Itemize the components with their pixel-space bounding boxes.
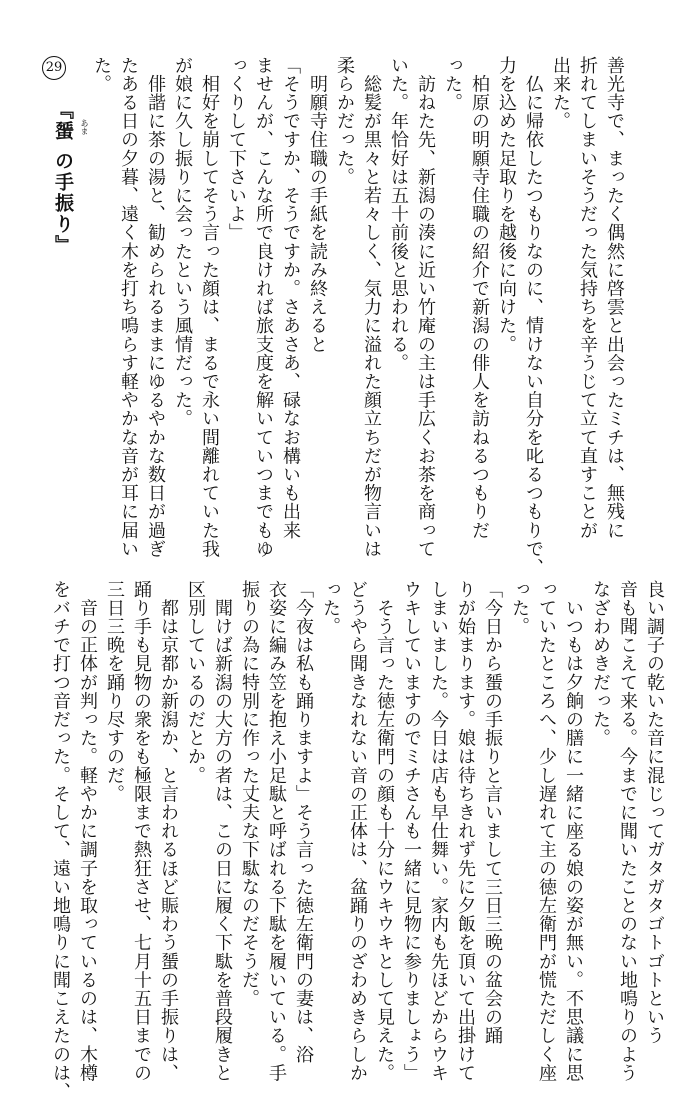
text-column: 柔らかだった。	[334, 56, 355, 187]
text-column: 聞けば新潟の大方の者は、この日に履く下駄を普段履きと	[212, 580, 233, 1083]
text-column: 区別しているのだとか。	[185, 580, 206, 785]
text-column: 「今日から蜑の手振りと言いまして三日三晩の盆会の踊	[482, 580, 503, 1045]
text-column: っていたところへ、少し遅れて主の徳左衛門が慌ただしく座	[536, 580, 557, 1083]
text-column: った。	[442, 56, 463, 112]
title-ruby: あま	[80, 119, 89, 135]
text-column: いつもは夕餉の膳に一緒に座る娘の姿が無い。不思議に思	[563, 580, 584, 1083]
text-column: 衣姿に編み笠を抱え小足駄と呼ばれる下駄を履いている。手	[266, 580, 287, 1083]
text-column: 都は京都か新潟か、と言われるほど賑わう蜑の手振りは、	[158, 580, 179, 1083]
text-column: 善光寺で、まったく偶然に啓雲と出会ったミチは、無残に	[604, 56, 625, 540]
text-column: しまいました。今日は店も早仕舞い。家内も先ほどからウキ	[428, 580, 449, 1083]
text-column: 俳諧に茶の湯と、勧められるままにゆるやかな数日が過ぎ	[145, 56, 166, 559]
text-column: 仏に帰依したつもりなのに、情けない自分を叱るつもりで、	[523, 56, 544, 577]
text-column: 柏原の明願寺住職の紹介で新潟の俳人を訪ねるつもりだ	[469, 56, 490, 540]
text-column: たある日の夕暮、遠く木を打ち鳴らす軽やかな音が耳に届い	[118, 56, 139, 559]
bottom-text-block	[16, 580, 668, 1101]
text-column: 相好を崩してそう言った顔は、まるで永い間離れていた我	[199, 56, 220, 559]
text-column: ませんが、こんな所で良ければ旅支度を解いていつまでもゆ	[253, 56, 274, 559]
text-column: 総髪が黒々と若々しく、気力に溢れた顔立ちだが物言いは	[361, 56, 382, 559]
chapter-title: 『蜑 の手振り』	[52, 100, 74, 256]
text-column: っくりして下さいよ」	[226, 56, 247, 242]
text-column: 「そうですか、そうですか。さあさあ、碌なお構いも出来	[280, 56, 301, 540]
text-column: 三日三晩を踊り尽すのだ。	[104, 580, 125, 804]
text-column: 「今夜は私も踊りますよ」そう言った徳左衛門の妻は、浴	[293, 580, 314, 1064]
text-column: をバチで打つ音だった。そして、遠い地鳴りに聞こえたのは、	[50, 580, 71, 1101]
text-column: いた。年恰好は五十前後と思われる。	[388, 56, 409, 373]
chapter-number: 29	[42, 56, 66, 80]
text-column: た。	[91, 56, 112, 94]
text-column: が娘に久し振りに会ったという風情だった。	[172, 56, 193, 428]
text-column: 訪ねた先、新潟の湊に近い竹庵の主は手広くお茶を商って	[415, 56, 436, 559]
text-column: 出来た。	[550, 56, 571, 131]
text-column: りが始まります。娘は待ちきれず先に夕飯を頂いて出掛けて	[455, 580, 476, 1083]
text-column: 良い調子の乾いた音に混じってガタガタゴトゴトという	[644, 580, 665, 1045]
text-column: そう言った徳左衛門の顔も十分にウキウキとして見えた。	[374, 580, 395, 1083]
top-text-block	[28, 56, 628, 577]
text-column: ウキしていますのでミチさんも一緒に見物に参りましょう」	[401, 580, 422, 1083]
text-column: 明願寺住職の手紙を読み終えると	[307, 56, 328, 354]
text-column: った。	[509, 580, 530, 636]
text-column: 音の正体が判った。軽やかに調子を取っているのは、木樽	[77, 580, 98, 1083]
text-column: 折れてしまいそうだった気持ちを辛うじて立て直すことが	[577, 56, 598, 540]
text-column: 踊り手も見物の衆をも極限まで熱狂させ、七月十五日までの	[131, 580, 152, 1083]
text-column: 音も聞こえて来る。今までに聞いたことのない地鳴りのよう	[617, 580, 638, 1083]
text-column: った。	[320, 580, 341, 636]
text-column: 振りの為に特別に作った丈夫な下駄なのだそうだ。	[239, 580, 260, 1008]
text-column: なざわめきだった。	[590, 580, 611, 748]
text-column: 力を込めた足取りを越後に向けた。	[496, 56, 517, 354]
text-column: どうやら聞きなれない音の正体は、盆踊りのざわめきらしか	[347, 580, 368, 1083]
